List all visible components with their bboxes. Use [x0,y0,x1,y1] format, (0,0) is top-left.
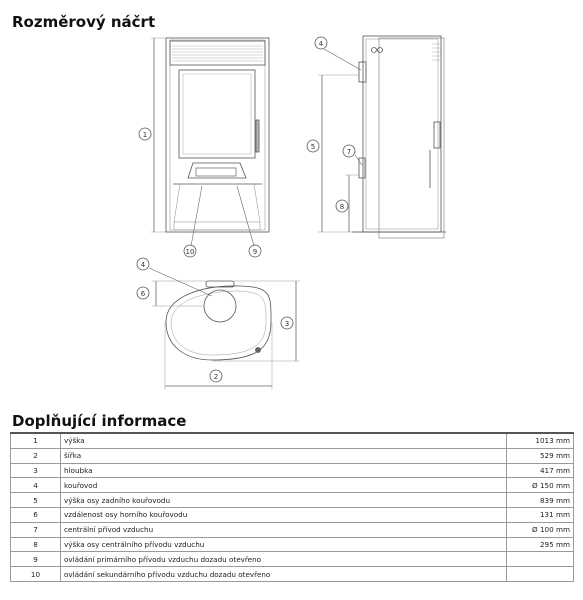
row-label: výška [61,433,507,448]
row-value: 417 mm [507,463,574,478]
table-row [11,507,574,522]
callout-8-label: 8 [339,203,345,211]
row-value: 295 mm [507,537,574,552]
spec-table [10,432,574,582]
row-label: kouřovod [61,478,507,493]
info-title: Doplňující informace [12,412,187,430]
row-label: šířka [61,448,507,463]
callout-1-label: 1 [142,131,148,139]
table-row [11,522,574,537]
row-label: hloubka [61,463,507,478]
table-row [11,552,574,567]
table-row [11,448,574,463]
row-label: ovládání primárního přívodu vzduchu dozadu otevřeno [61,552,507,567]
row-number: 6 [11,507,61,522]
row-number: 2 [11,448,61,463]
row-number: 5 [11,493,61,508]
row-number: 9 [11,552,61,567]
table-row [11,478,574,493]
callout-4-top-label: 4 [140,261,146,269]
row-label: ovládání sekundárního přívodu vzduchu dozadu otevřeno [61,567,507,582]
table-row [11,463,574,478]
row-number: 4 [11,478,61,493]
row-number: 1 [11,433,61,448]
table-row [11,567,574,582]
row-label: výška osy zadního kouřovodu [61,493,507,508]
table-row [11,493,574,508]
table-row [11,537,574,552]
row-label: centrální přívod vzduchu [61,522,507,537]
callout-5-label: 5 [310,143,316,151]
row-number: 8 [11,537,61,552]
row-number: 3 [11,463,61,478]
row-label: vzdálenost osy horního kouřovodu [61,507,507,522]
callout-3-label: 3 [284,320,290,328]
table-row [11,433,574,448]
side-view [318,36,446,238]
callout-6-label: 6 [140,290,146,298]
front-view [151,38,269,246]
row-value: 1013 mm [507,433,574,448]
row-value [507,552,574,567]
row-value: 131 mm [507,507,574,522]
top-view [149,268,300,390]
callout-9-label: 9 [252,248,258,256]
callout-2-label: 2 [213,373,219,381]
row-number: 10 [11,567,61,582]
row-value: Ø 100 mm [507,522,574,537]
row-value: 529 mm [507,448,574,463]
row-label: výška osy centrálního přívodu vzduchu [61,537,507,552]
callout-7-label: 7 [346,148,352,156]
callout-10-label: 10 [185,248,195,256]
row-value: Ø 150 mm [507,478,574,493]
row-value: 839 mm [507,493,574,508]
sketch-title: Rozměrový náčrt [12,13,156,31]
row-value [507,567,574,582]
callout-4-side-label: 4 [318,40,324,48]
row-number: 7 [11,522,61,537]
